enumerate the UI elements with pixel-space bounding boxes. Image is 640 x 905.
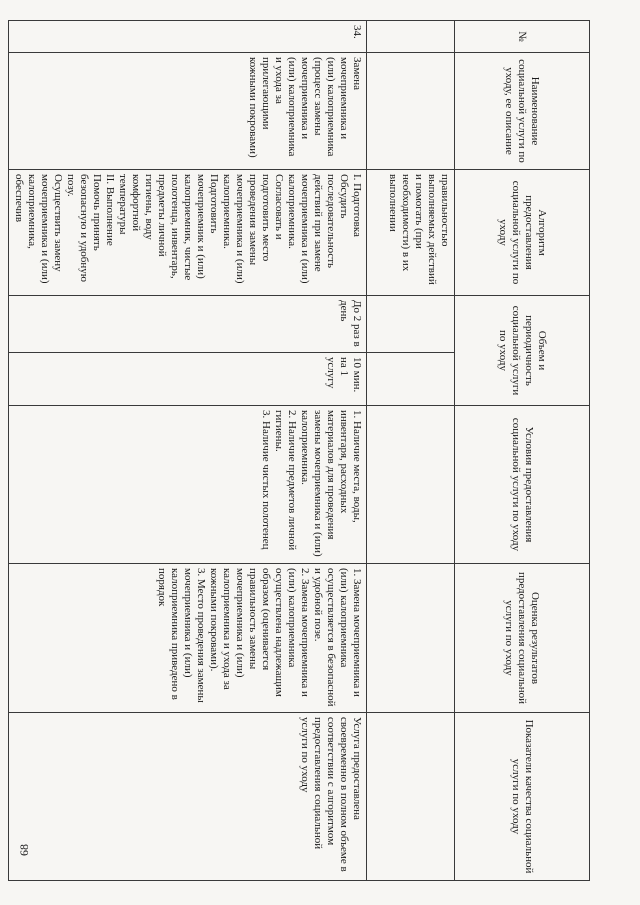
row-algorithm — [9, 170, 367, 296]
row-volume: До 2 раз в день — [9, 296, 367, 353]
conditions-line: 2. Наличие предметов личной гигиены. — [273, 410, 298, 551]
table-row — [9, 21, 367, 881]
continuation-algorithm: правильностью выполняемых действий и помогать (при необходимости) в их выполнении — [367, 170, 455, 296]
table-continuation-row — [367, 21, 455, 881]
evaluation-line: 3. Место проведения замены мочеприемника и (или) калоприемника приведено в порядок — [156, 568, 207, 703]
header-number: № — [455, 21, 590, 53]
row-number: 34. — [9, 21, 367, 53]
header-algorithm: Алгоритм предоставления социальной услуги по уходу — [455, 170, 590, 296]
row-time: 10 мин. на 1 услугу — [9, 353, 367, 406]
header-conditions: Условия предоставления социальной услуги по уходу — [455, 406, 590, 564]
header-service-name: Наименование социальной услуги по уходу, ее описание — [455, 53, 590, 170]
page-number: 68 — [17, 844, 31, 856]
algorithm-line: Обсудить последовательность действий при замене мочеприемника и (или) калоприемника. — [286, 174, 350, 284]
evaluation-line: 1. Замена мочеприемника и (или) калоприемника осуществляется в безопасной и удобной позе. — [312, 568, 363, 707]
row-conditions — [9, 406, 367, 564]
row-quality: Услуга предоставлена своевременно в полном объеме в соответствии с алгоритмом предоставления социальной услуги по уходу — [9, 713, 367, 881]
header-quality: Показатели качества социальной услуги по уходу — [455, 713, 590, 881]
row-evaluation — [9, 564, 367, 713]
conditions-line: 3. Наличие чистых полотенец — [260, 410, 272, 550]
algorithm-line: Помочь принять безопасную и удобную позу. — [65, 174, 103, 282]
evaluation-line: 2. Замена мочеприемника и (или) калоприемника осуществлена надлежащим образом (оценивается правильность замены мочеприемника и (или) калоприемника и ухода за кожными покровами). — [208, 568, 311, 697]
algorithm-line: II. Выполнение — [104, 174, 116, 246]
algorithm-line: Осуществить замену мочеприемника и (или) калоприемника, обеспечив — [13, 174, 64, 284]
algorithm-line: Согласовать и подготовить место проведения замены мочеприемника и (или) калоприемника. — [221, 174, 285, 284]
algorithm-line: I. Подготовка — [351, 174, 363, 237]
row-service-name: Замена мочеприемника и (или) калоприемника (процесс замены мочеприемника и (или) калоприемника и ухода за прилегающими кожными покровами) — [9, 53, 367, 170]
table-header-row — [455, 21, 590, 881]
header-volume: Объем и периодичность социальной услуги по уходу — [455, 296, 590, 406]
conditions-line: 1. Наличие места, воды, инвентаря, расходных материалов для проведения замены мочеприемника и (или) калоприемника. — [299, 410, 363, 557]
header-evaluation: Оценка результатов предоставления социальной услуги по уходу — [455, 564, 590, 713]
algorithm-line: Подготовить мочеприемник и (или) калоприемник, чистые полотенца, инвентарь, предметы личной гигиены, воду комфортной температуры — [117, 174, 220, 281]
services-table — [8, 20, 590, 881]
